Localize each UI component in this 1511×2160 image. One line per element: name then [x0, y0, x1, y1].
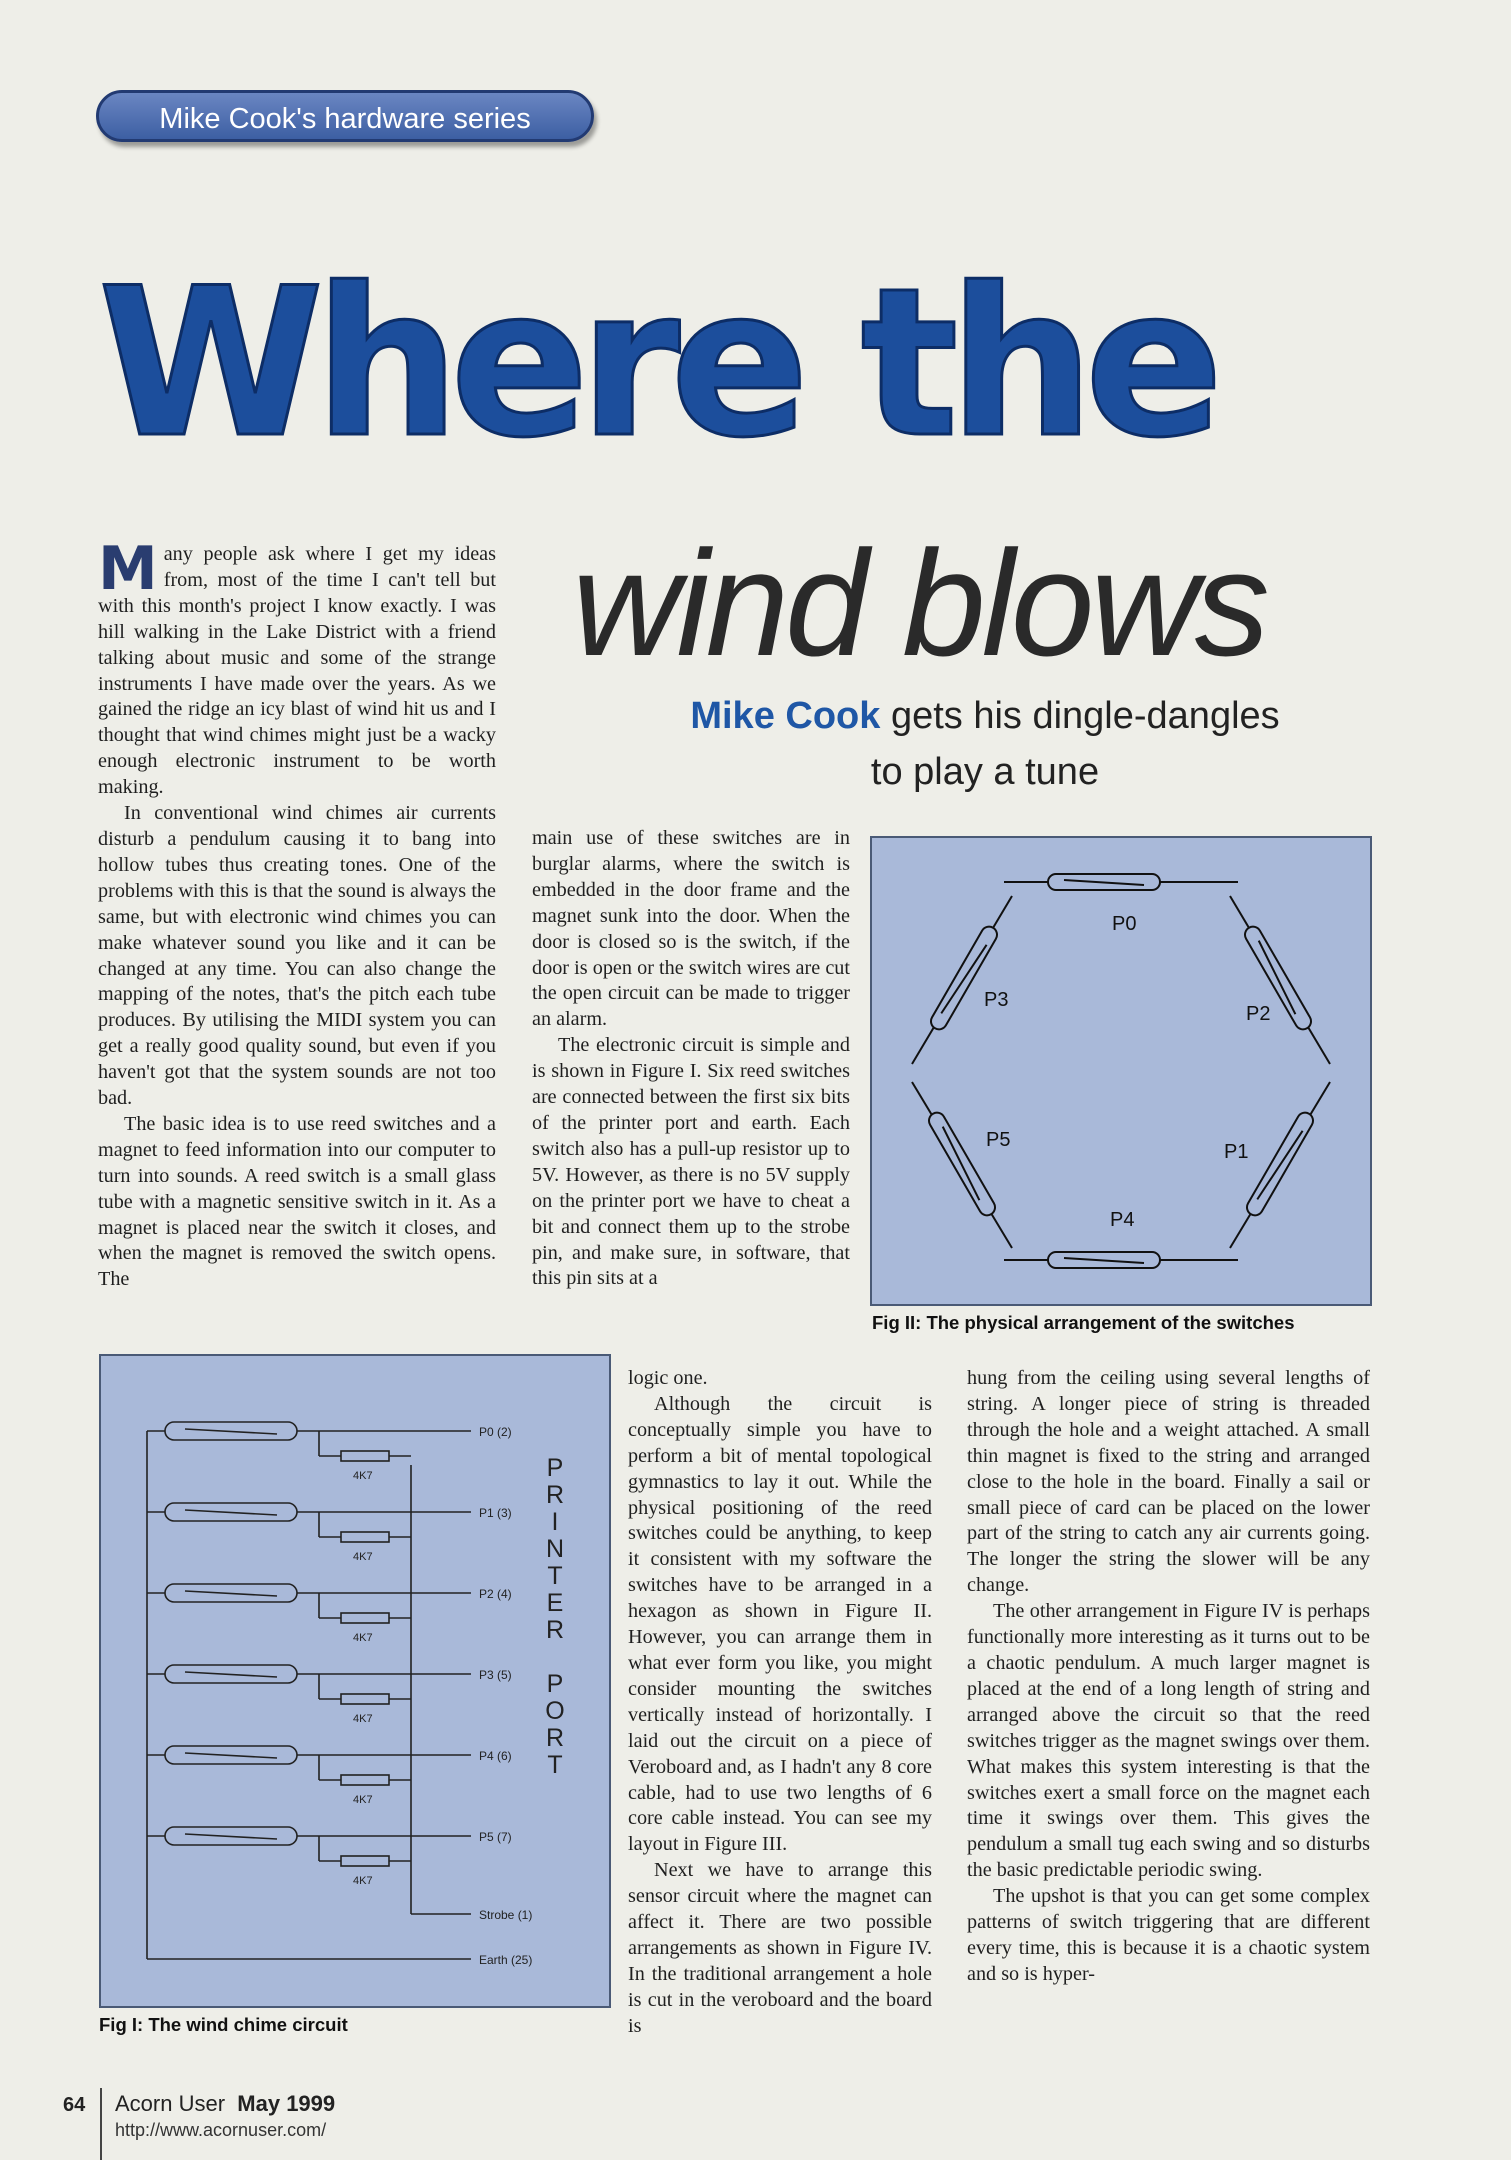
resistor — [341, 1775, 389, 1785]
resistor — [341, 1613, 389, 1623]
paragraph: The basic idea is to use reed switches and a magnet to feed information into our computer to turn into sounds. A reed switch is a small glass tube with a magnetic sensitive switch in it. As a magnet is placed near the switch it closes, and when the magnet is removed the switch opens. The — [98, 1112, 496, 1291]
figure-2-switch-arrangement — [870, 836, 1372, 1306]
resistor — [341, 1856, 389, 1866]
label-p2: P2 — [1246, 1003, 1271, 1025]
paragraph: In conventional wind chimes air currents disturb a pendulum causing it to bang into hollow tubes thus creating tones. One of the problems with this is that the sound is always the same, but with electronic wind chimes you can make whatever sound you like and it can be changed at any time. You can also change the mapping of the notes, that's the pitch each tube produces. By utilising the MIDI system you can get a really good quality sound, but even if you haven't got that the system sounds are not too bad. — [98, 802, 496, 1110]
paragraph: Although the circuit is conceptually simple you have to perform a bit of mental topological gymnastics to lay it out. While the physical positioning of the reed switches could be anything, to keep it consistent with my software the switches have to be arranged in a hexagon as shown in Figure II. However, you can arrange them in what ever form you like, you might consider mounting the switches vertically instead of horizontally. I laid out the circuit on a piece of Veroboard and, as I hadn't any 8 core cable, had to use two lengths of 6 core cable instead. You can see my layout in Figure III. — [628, 1392, 932, 1856]
paragraph: Next we have to arrange this sensor circuit where the magnet can affect it. There are two possible arrangements as shown in Figure IV. In the traditional arrangement a hole is cut in the veroboard and the board is — [628, 1859, 932, 2037]
magazine-name: Acorn User — [115, 2091, 226, 2116]
pin-label: P4 (6) — [479, 1749, 512, 1763]
standfirst — [565, 688, 1405, 800]
paragraph: The electronic circuit is simple and is shown in Figure I. Six reed switches are connected between the first six bits of the printer port and earth. Each switch also has a pull-up resistor up to 5V. However, as there is no 5V supply on the printer port we have to cheat a bit and connect them up to the strobe pin, and make sure, in software, that this pin sits at a — [532, 1034, 850, 1290]
article-column-2b — [628, 1366, 932, 2040]
drop-cap: M — [98, 534, 158, 604]
series-badge: Mike Cook's hardware series — [96, 90, 594, 142]
footer-url[interactable]: http://www.acornuser.com/ — [115, 2120, 327, 2140]
label-p5: P5 — [986, 1129, 1011, 1151]
article-column-1 — [98, 534, 496, 1293]
article-column-2 — [532, 826, 850, 1292]
resistor — [341, 1451, 389, 1461]
figure-1-circuit — [99, 1354, 611, 2008]
printer-port-letter: P — [546, 1454, 564, 1482]
footer-divider — [100, 2088, 102, 2160]
paragraph-text: any people ask where I get my ideas from, most of the time I can't tell but with this month's project I know exactly. I was hill walking in the Lake District with a friend talking about music and some of the strange instruments I have made over the years. As we gained the ridge an icy blast of wind hit us and I thought that wind chimes might just be a wacky enough electronic instrument to be worth making. — [98, 543, 496, 799]
strobe-label: Strobe (1) — [479, 1908, 533, 1922]
standfirst-text-2: to play a tune — [870, 751, 1100, 793]
figure-2-caption: Fig II: The physical arrangement of the switches — [872, 1312, 1295, 1333]
resistor-label: 4K7 — [353, 1470, 373, 1482]
paragraph: main use of these switches are in burglar alarms, where the switch is embedded in the door frame and the magnet sunk into the door. When the door is closed so is the switch, if the door is open or the switch wires are cut the open circuit can be made to trigger an alarm. — [532, 827, 850, 1031]
paragraph: logic one. — [628, 1367, 708, 1389]
article-column-3 — [967, 1366, 1370, 1988]
label-p4: P4 — [1110, 1209, 1135, 1231]
paragraph: The upshot is that you can get some complex patterns of switch triggering that are different every time, this is because it is a chaotic system and so is hyper- — [967, 1885, 1370, 1985]
headline-subtitle: wind blows — [572, 519, 1266, 687]
label-p0: P0 — [1112, 913, 1137, 935]
pin-label: P2 (4) — [479, 1587, 512, 1601]
label-p3: P3 — [984, 989, 1009, 1011]
printer-port-letter: R — [545, 1724, 565, 1752]
issue-date: May 1999 — [237, 2091, 336, 2116]
resistor — [341, 1532, 389, 1542]
standfirst-author: Mike Cook — [690, 695, 881, 737]
resistor-label: 4K7 — [353, 1551, 373, 1563]
printer-port-letter: I — [551, 1508, 559, 1536]
paragraph: The other arrangement in Figure IV is perhaps functionally more interesting as it turns out to be a chaotic pendulum. A much larger magnet is placed at the end of a long length of string and arranged above the circuit so that the reed switches trigger as the magnet swings over them. What makes this system interesting is that the switches exert a small force on the magnet each time it swings over them. This gives the pendulum a small tug each swing and so disturbs the basic predictable periodic swing. — [967, 1600, 1370, 1882]
printer-port-letter: R — [545, 1481, 565, 1509]
resistor — [341, 1694, 389, 1704]
paragraph: hung from the ceiling using several lengths of string. A longer piece of string is threaded through the hole and a weight attached. A small thin magnet is fixed to the string and arranged close to the hole in the board. Finally a sail or small piece of card can be placed on the lower part of the string to catch any air currents going. The longer the string the slower will be any change. — [967, 1367, 1370, 1597]
printer-port-letter: E — [546, 1589, 564, 1617]
footer-magazine — [115, 2091, 335, 2117]
pin-label: P1 (3) — [479, 1506, 512, 1520]
printer-port-letter: R — [545, 1616, 565, 1644]
circuit-diagram — [101, 1356, 609, 2006]
pin-label: P3 (5) — [479, 1668, 512, 1682]
earth-label: Earth (25) — [479, 1953, 533, 1967]
printer-port-letter: T — [547, 1751, 563, 1779]
resistor-label: 4K7 — [353, 1713, 373, 1725]
paragraph — [98, 534, 496, 801]
standfirst-text-1: gets his dingle-dangles — [880, 695, 1280, 737]
printer-port-letter: O — [545, 1697, 565, 1725]
label-p1: P1 — [1224, 1141, 1249, 1163]
figure-1-caption: Fig I: The wind chime circuit — [99, 2014, 348, 2035]
headline-title: Where the — [98, 245, 1214, 483]
printer-port-letter: N — [545, 1535, 565, 1563]
pin-label: P5 (7) — [479, 1830, 512, 1844]
printer-port-letter: T — [547, 1562, 563, 1590]
printer-port-letter: P — [546, 1670, 564, 1698]
page-number: 64 — [63, 2094, 86, 2116]
resistor-label: 4K7 — [353, 1794, 373, 1806]
hexagon-diagram — [872, 838, 1370, 1304]
resistor-label: 4K7 — [353, 1875, 373, 1887]
pin-label: P0 (2) — [479, 1425, 512, 1439]
resistor-label: 4K7 — [353, 1632, 373, 1644]
